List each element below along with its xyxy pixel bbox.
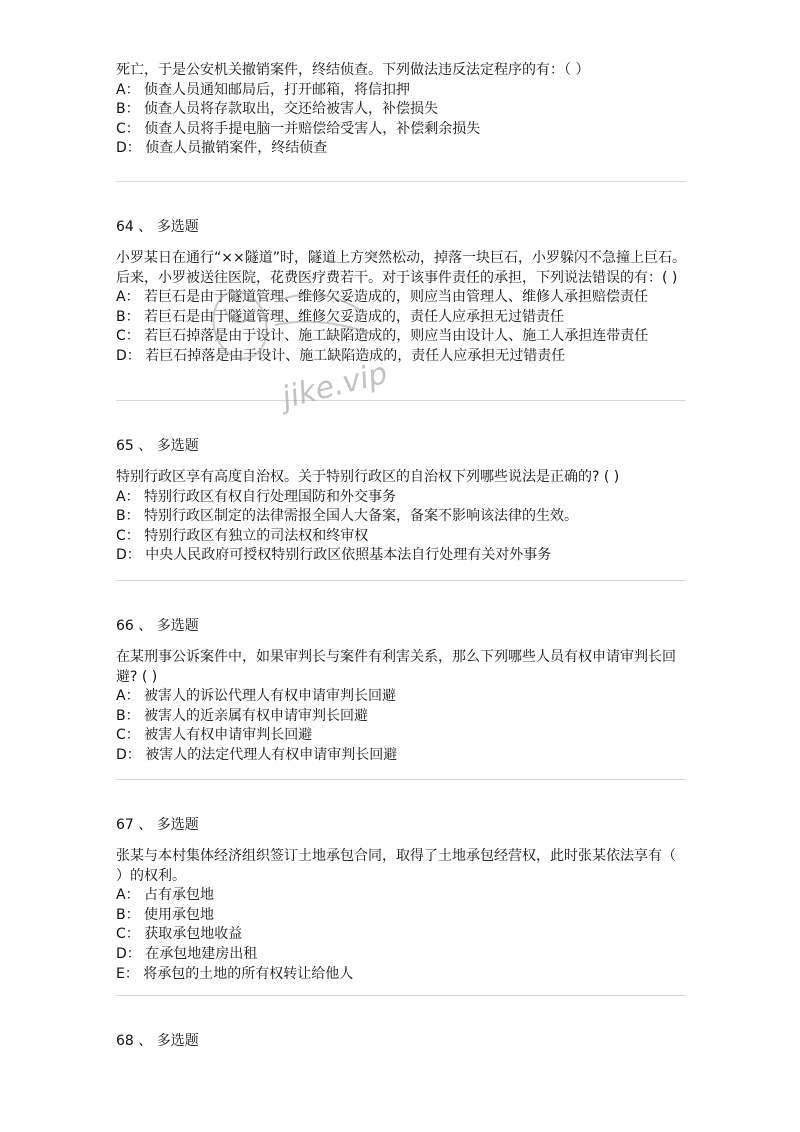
- option-b[interactable]: B： 特别行政区制定的法律需报全国人大备案，备案不影响该法律的生效。: [116, 508, 579, 525]
- option-c[interactable]: C： 获取承包地收益: [116, 926, 243, 943]
- question-header: 68 、 多选题: [116, 1033, 199, 1049]
- option-b[interactable]: B： 侦查人员将存款取出，交还给被害人，补偿损失: [116, 101, 439, 118]
- option-a[interactable]: A： 侦查人员通知邮局后，打开邮箱，将信扣押: [116, 81, 411, 98]
- option-c[interactable]: C： 侦查人员将手提电脑一并赔偿给受害人，补偿剩余损失: [116, 120, 481, 137]
- divider: [116, 779, 686, 780]
- option-c[interactable]: C： 被害人有权申请审判长回避: [116, 727, 313, 744]
- option-a[interactable]: A： 占有承包地: [116, 887, 215, 904]
- divider: [116, 400, 686, 401]
- option-c[interactable]: C： 特别行政区有独立的司法权和终审权: [116, 527, 369, 544]
- question-64: [116, 217, 686, 367]
- question-stem: 特别行政区享有高度自治权。关于特别行政区的自治权下列哪些说法是正确的? ( ): [116, 469, 620, 485]
- question-header: 64 、 多选题: [116, 219, 199, 235]
- question-header: 65 、 多选题: [116, 438, 199, 454]
- divider: [116, 181, 686, 182]
- question-68: [116, 1031, 686, 1063]
- option-b[interactable]: B： 被害人的近亲属有权申请审判长回避: [116, 707, 369, 724]
- question-stem: 死亡，于是公安机关撤销案件，终结侦查。下列做法违反法定程序的有：（ ）: [116, 62, 590, 78]
- question-63-tail: [116, 61, 686, 159]
- document-page: [116, 0, 686, 1132]
- option-b[interactable]: B： 若巨石是由于隧道管理、维修欠妥造成的，责任人应承担无过错责任: [116, 308, 565, 325]
- question-65: [116, 436, 686, 566]
- question-header: 66 、 多选题: [116, 618, 199, 634]
- option-d[interactable]: D： 中央人民政府可授权特别行政区依照基本法自行处理有关对外事务: [116, 547, 552, 564]
- option-a[interactable]: A： 特别行政区有权自行处理国防和外交事务: [116, 488, 397, 505]
- question-66: [116, 616, 686, 766]
- option-d[interactable]: D： 若巨石掉落是由于设计、施工缺陷造成的，责任人应承担无过错责任: [116, 347, 566, 364]
- watermark-text: jike.vip: [278, 355, 391, 416]
- option-e[interactable]: E： 将承包的土地的所有权转让给他人: [116, 965, 354, 982]
- option-d[interactable]: D： 被害人的法定代理人有权申请审判长回避: [116, 746, 398, 763]
- option-d[interactable]: D： 在承包地建房出租: [116, 945, 258, 962]
- question-stem: 在某刑事公诉案件中，如果审判长与案件有利害关系，那么下列哪些人员有权申请审判长回避? ( ): [116, 649, 676, 685]
- option-a[interactable]: A： 若巨石是由于隧道管理、维修欠妥造成的，则应当由管理人、维修人承担赔偿责任: [116, 289, 649, 306]
- question-67: [116, 815, 686, 984]
- option-b[interactable]: B： 使用承包地: [116, 906, 215, 923]
- divider: [116, 995, 686, 996]
- divider: [116, 580, 686, 581]
- question-stem: 小罗某日在通行“××隧道”时，隧道上方突然松动，掉落一块巨石，小罗躲闪不急撞上巨石。后来，小罗被送往医院，花费医疗费若干。对于该事件责任的承担，下列说法错误的有：( ): [116, 250, 686, 286]
- option-a[interactable]: A： 被害人的诉讼代理人有权申请审判长回避: [116, 688, 397, 705]
- option-d[interactable]: D： 侦查人员撤销案件，终结侦查: [116, 140, 328, 157]
- question-header: 67 、 多选题: [116, 817, 199, 833]
- question-stem: 张某与本村集体经济组织签订土地承包合同，取得了土地承包经营权，此时张某依法享有（ ）的权利。: [116, 848, 676, 884]
- option-c[interactable]: C： 若巨石掉落是由于设计、施工缺陷造成的，则应当由设计人、施工人承担连带责任: [116, 328, 649, 345]
